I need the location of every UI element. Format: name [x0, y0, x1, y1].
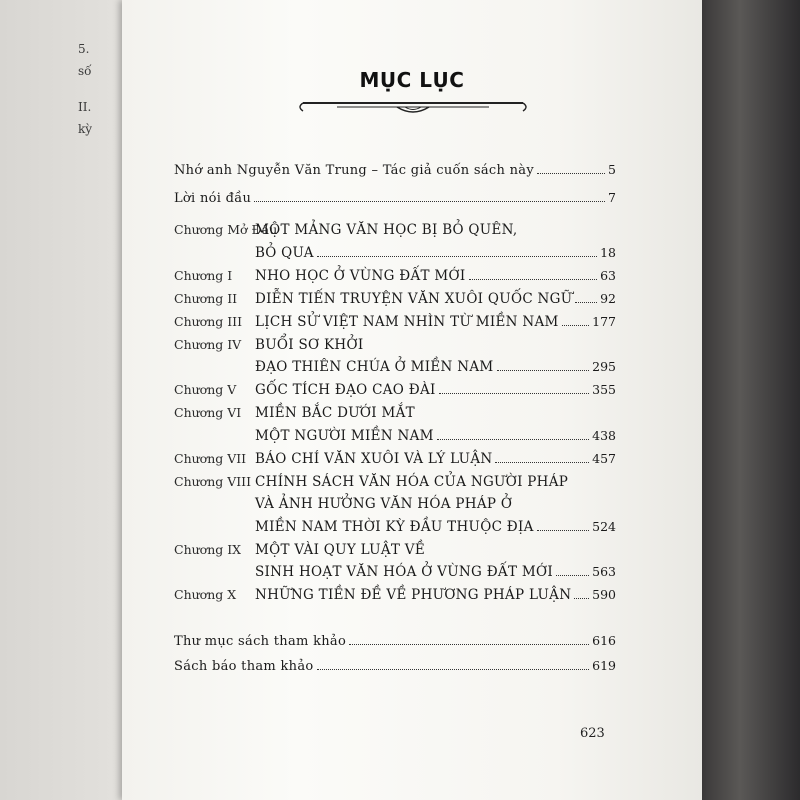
chapter-label: Chương V: [174, 382, 237, 397]
title-ornament-icon: [297, 98, 529, 116]
entry-page-number: 5: [608, 162, 616, 177]
entry-page-number: 63: [600, 267, 616, 283]
chapter-title-line: NHO HỌC Ở VÙNG ĐẤT MỚI: [255, 267, 466, 284]
toc-entry: [174, 190, 616, 206]
chapter-title-line: BỎ QUA: [255, 244, 314, 261]
chapter-title-line: MỘT VÀI QUY LUẬT VỀ: [255, 541, 425, 558]
chapter-title-line: BUỔI SƠ KHỞI: [255, 336, 364, 353]
entry-page-number: 355: [592, 382, 616, 397]
chapter-entry: [174, 474, 616, 490]
book-page: [122, 0, 702, 800]
chapter-title-line: BÁO CHÍ VĂN XUÔI VÀ LÝ LUẬN: [255, 450, 493, 467]
chapter-title-line: NHỮNG TIỀN ĐỀ VỀ PHƯƠNG PHÁP LUẬN: [255, 587, 572, 603]
entry-page-number: 563: [592, 564, 616, 579]
chapter-title-line: DIỄN TIẾN TRUYỆN VĂN XUÔI QUỐC NGỮ: [255, 290, 573, 307]
chapter-label: Chương III: [174, 313, 243, 329]
dot-leader: [556, 575, 589, 576]
chapter-entry: [174, 314, 616, 330]
chapter-title-line: MIỀN BẮC DƯỚI MẮT: [255, 405, 415, 421]
underlying-text-fragment: 5.: [78, 42, 90, 56]
entry-title: Lời nói đầu: [174, 191, 252, 206]
toc-entry: [174, 633, 616, 649]
chapter-title-line: ĐẠO THIÊN CHÚA Ở MIỀN NAM: [255, 359, 494, 375]
chapter-label: Chương I: [174, 267, 233, 283]
toc-entry: [174, 658, 616, 674]
dot-leader: [497, 370, 590, 371]
chapter-entry: [174, 337, 616, 353]
chapter-title-line: GỐC TÍCH ĐẠO CAO ĐÀI: [255, 382, 436, 398]
chapter-entry-continuation: [174, 496, 616, 512]
entry-page-number: 619: [592, 658, 616, 673]
dot-leader: [437, 439, 589, 440]
dot-leader: [574, 598, 589, 599]
toc-entry: [174, 162, 616, 178]
entry-page-number: 18: [600, 244, 616, 260]
dot-leader: [317, 256, 597, 257]
entry-page-number: 7: [608, 190, 616, 205]
entry-page-number: 616: [592, 633, 616, 648]
chapter-title-line: VÀ ẢNH HƯỞNG VĂN HÓA PHÁP Ở: [255, 496, 513, 512]
chapter-entry: [174, 222, 616, 238]
underlying-text-fragment: kỳ: [78, 122, 93, 136]
chapter-entry: [174, 291, 616, 307]
entry-page-number: 177: [592, 313, 616, 329]
chapter-entry-continuation: [174, 519, 616, 535]
chapter-title-line: LỊCH SỬ VIỆT NAM NHÌN TỪ MIỀN NAM: [255, 313, 559, 330]
chapter-label: Chương VII: [174, 450, 247, 466]
page-number: 623: [580, 726, 605, 741]
entry-page-number: 457: [592, 450, 616, 466]
chapter-label: Chương IV: [174, 336, 242, 352]
chapter-entry-continuation: [174, 359, 616, 375]
entry-page-number: 92: [600, 290, 616, 306]
chapter-title-line: MỘT NGƯỜI MIỀN NAM: [255, 427, 434, 444]
chapter-label: Chương VI: [174, 405, 242, 420]
chapter-entry-continuation: [174, 564, 616, 580]
dot-leader: [469, 279, 598, 280]
chapter-entry: [174, 268, 616, 284]
chapter-title-line: MỘT MẢNG VĂN HỌC BỊ BỎ QUÊN,: [255, 222, 518, 238]
dot-leader: [349, 644, 589, 645]
chapter-label: Chương IX: [174, 541, 242, 557]
chapter-title-line: MIỀN NAM THỜI KỲ ĐẦU THUỘC ĐỊA: [255, 518, 534, 535]
underlying-text-fragment: II.: [78, 100, 92, 114]
chapter-entry-continuation: [174, 245, 616, 261]
dot-leader: [562, 325, 590, 326]
entry-page-number: 524: [592, 518, 616, 534]
dot-leader: [439, 393, 590, 394]
chapter-title-line: SINH HOẠT VĂN HÓA Ở VÙNG ĐẤT MỚI: [255, 564, 553, 580]
underlying-text-fragment: số: [78, 64, 92, 78]
chapter-label: Chương II: [174, 290, 238, 306]
dot-leader: [537, 173, 605, 174]
chapter-entry: [174, 382, 616, 398]
background-surface: [700, 0, 800, 800]
dot-leader: [317, 669, 590, 670]
page-title: MỤC LỤC: [359, 68, 465, 92]
dot-leader: [575, 302, 597, 303]
dot-leader: [254, 201, 605, 202]
entry-page-number: 438: [592, 427, 616, 443]
chapter-entry: [174, 542, 616, 558]
entry-title: Nhớ anh Nguyễn Văn Trung – Tác giả cuốn sách này: [174, 163, 534, 178]
chapter-label: Chương X: [174, 587, 237, 602]
chapter-entry: [174, 451, 616, 467]
entry-page-number: 295: [592, 359, 616, 374]
chapter-entry: [174, 587, 616, 603]
entry-page-number: 590: [592, 587, 616, 602]
dot-leader: [537, 530, 589, 531]
dot-leader: [495, 462, 589, 463]
entry-title: Thư mục sách tham khảo: [174, 634, 347, 649]
entry-title: Sách báo tham khảo: [174, 659, 314, 674]
chapter-label: Chương VIII: [174, 473, 252, 489]
chapter-title-line: CHÍNH SÁCH VĂN HÓA CỦA NGƯỜI PHÁP: [255, 473, 569, 490]
chapter-entry-continuation: [174, 428, 616, 444]
chapter-label: Chương Mở Đầu: [174, 222, 278, 237]
chapter-entry: [174, 405, 616, 421]
